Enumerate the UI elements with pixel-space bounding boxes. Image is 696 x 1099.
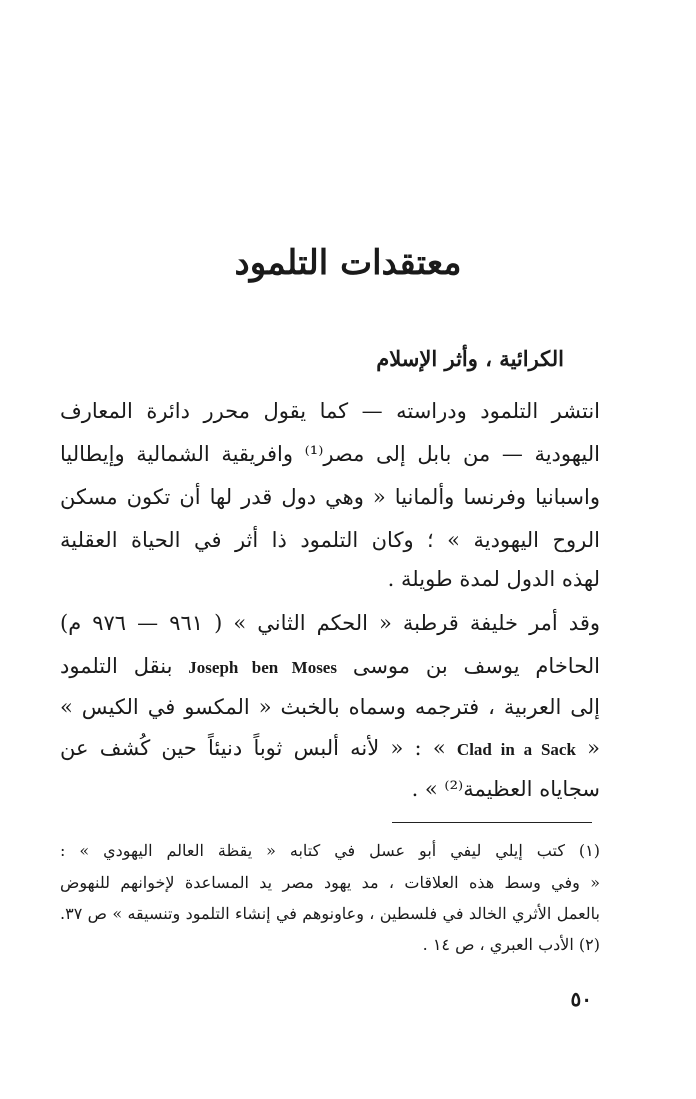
paragraph2-line-3: إلى العربية ، فترجمه وسماه بالخبث « المكسو في الكيس »: [60, 695, 600, 719]
paragraph2-line-5: سجاياه العظيمة⁽²⁾ » .: [411, 777, 600, 801]
paragraph2-line-1: وقد أمر خليفة قرطبة « الحكم الثاني » ( ٩٦١ — ٩٧٦ م): [60, 611, 601, 635]
paragraph2-line-4: [60, 730, 600, 768]
page-title: معتقدات التلمود: [234, 243, 462, 283]
latin-name-joseph: Joseph ben Moses: [188, 658, 337, 677]
latin-clad-in-a-sack: Clad in a Sack: [456, 740, 576, 759]
paragraph2-line-2: [60, 648, 600, 686]
footnote-1-line-2: « وفي وسط هذه العلاقات ، مد يهود مصر يد المساعدة لإخوانهم للنهوض: [60, 873, 600, 892]
section-heading: الكرائية ، وأثر الإسلام: [376, 346, 564, 371]
footnote-1-line-3: بالعمل الأثري الخالد في فلسطين ، وعاونوهم في إنشاء التلمود وتنسيقه » ص ٣٧.: [60, 904, 601, 923]
paragraph1-line-2: اليهودية — من بابل إلى مصر⁽¹⁾ وافريقية الشمالية وإيطاليا: [60, 442, 600, 466]
footnote-2: (٢) الأدب العبري ، ص ١٤ .: [422, 935, 600, 954]
page-number: ٥٠: [570, 987, 592, 1011]
paragraph1-line-5: لهذه الدول لمدة طويلة .: [387, 567, 600, 591]
footnote-1-line-1: (١) كتب إيلي ليفي أبو عسل في كتابه « يقظة العالم اليهودي » :: [60, 841, 600, 860]
paragraph2-line-4-open-quote: «: [587, 736, 600, 760]
paragraph1-line-3: واسبانيا وفرنسا وألمانيا « وهي دول قدر لها أن تكون مسكن: [60, 485, 600, 509]
paragraph2-line-4-after: » : « لأنه ألبس ثوباً دنيئاً حين كُشف عن: [60, 736, 446, 760]
paragraph2-line-2-before: الحاخام يوسف بن موسى: [352, 654, 600, 678]
paragraph2-line-2-after: بنقل التلمود: [60, 654, 173, 678]
paragraph1-line-1: انتشر التلمود ودراسته — كما يقول محرر دائرة المعارف: [60, 399, 600, 423]
footnote-divider: [392, 822, 592, 823]
paragraph1-line-4: الروح اليهودية » ؛ وكان التلمود ذا أثر في الحياة العقلية: [60, 528, 600, 552]
